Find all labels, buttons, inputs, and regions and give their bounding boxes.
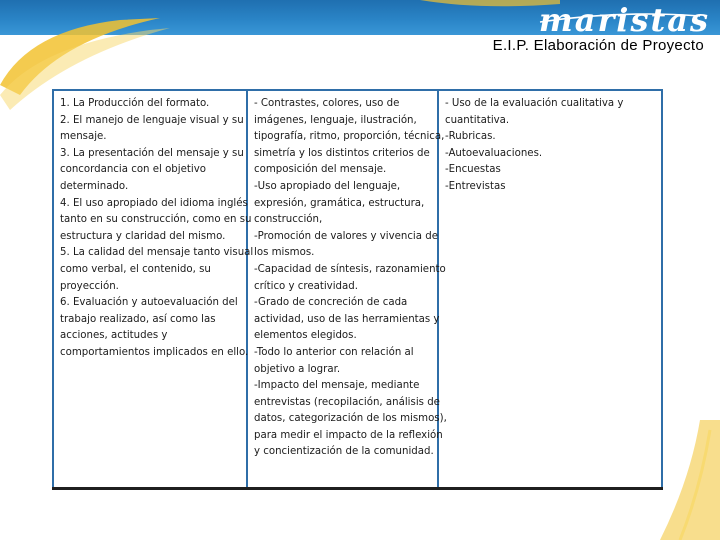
table-line: objetivo a lograr.	[254, 363, 341, 375]
table-line: - Contrastes, colores, uso de	[254, 98, 400, 109]
table-line: -Encuestas	[445, 164, 501, 176]
table-line: estructura y claridad del mismo.	[60, 230, 226, 242]
table-line: -Promoción de valores y vivencia de	[254, 230, 438, 242]
table-line: -Autoevaluaciones.	[445, 147, 543, 159]
table-line: determinado.	[60, 180, 129, 192]
table-line: crítico y creatividad.	[254, 280, 358, 292]
page-subtitle: E.I.P. Elaboración de Proyecto	[492, 37, 704, 54]
table-line: proyección.	[60, 280, 119, 292]
table-line: - Uso de la evaluación cualitativa y	[445, 98, 624, 109]
table-line: -Todo lo anterior con relación al	[254, 346, 414, 358]
table-line: 2. El manejo de lenguaje visual y su	[60, 114, 244, 126]
table-line: -Impacto del mensaje, mediante	[254, 380, 420, 392]
table-line: acciones, actitudes y	[60, 330, 168, 342]
table-line: como verbal, el contenido, su	[60, 263, 211, 275]
table-line: 1. La Producción del formato.	[60, 98, 210, 109]
table-column-instruments	[439, 91, 661, 487]
table-line: 4. El uso apropiado del idioma inglés	[60, 197, 248, 209]
table-line: -Uso apropiado del lenguaje,	[254, 180, 401, 192]
table-line: composición del mensaje.	[254, 164, 387, 176]
table-line: construcción,	[254, 214, 323, 226]
table-line: -Capacidad de síntesis, razonamiento	[254, 263, 446, 275]
table-line: -Grado de concreción de cada	[254, 297, 408, 309]
evaluation-table	[52, 89, 663, 489]
table-line: cuantitativa.	[445, 114, 510, 126]
table-line: elementos elegidos.	[254, 330, 357, 342]
table-line: mensaje.	[60, 131, 107, 143]
table-line: expresión, gramática, estructura,	[254, 197, 425, 209]
table-line: los mismos.	[254, 247, 315, 259]
table-line: y concientización de la comunidad.	[254, 446, 434, 458]
table-line: tanto en su construcción, como en su	[60, 214, 252, 226]
table-line: 6. Evaluación y autoevaluación del	[60, 297, 238, 309]
table-line: datos, categorización de los mismos),	[254, 413, 447, 425]
table-line: imágenes, lenguaje, ilustración,	[254, 114, 417, 126]
table-line: para medir el impacto de la reflexión	[254, 429, 443, 441]
table-line: tipografía, ritmo, proporción, técnica,	[254, 131, 445, 143]
table-line: actividad, uso de las herramientas y	[254, 313, 440, 325]
table-column-aspects	[54, 91, 254, 487]
table-line: entrevistas (recopilación, análisis de	[254, 396, 440, 408]
table-line: comportamientos implicados en ello.	[60, 346, 249, 358]
table-column-criteria	[248, 91, 447, 487]
table-line: concordancia con el objetivo	[60, 164, 206, 176]
maristas-logo: maristas	[538, 1, 710, 39]
table-line: 5. La calidad del mensaje tanto visual	[60, 247, 254, 259]
table-line: trabajo realizado, así como las	[60, 313, 216, 325]
table-line: simetría y los distintos criterios de	[254, 147, 430, 159]
table-line: -Rubricas.	[445, 131, 496, 143]
table-bottom-rule	[52, 487, 663, 490]
table-line: 3. La presentación del mensaje y su	[60, 147, 244, 159]
table-line: -Entrevistas	[445, 180, 506, 192]
